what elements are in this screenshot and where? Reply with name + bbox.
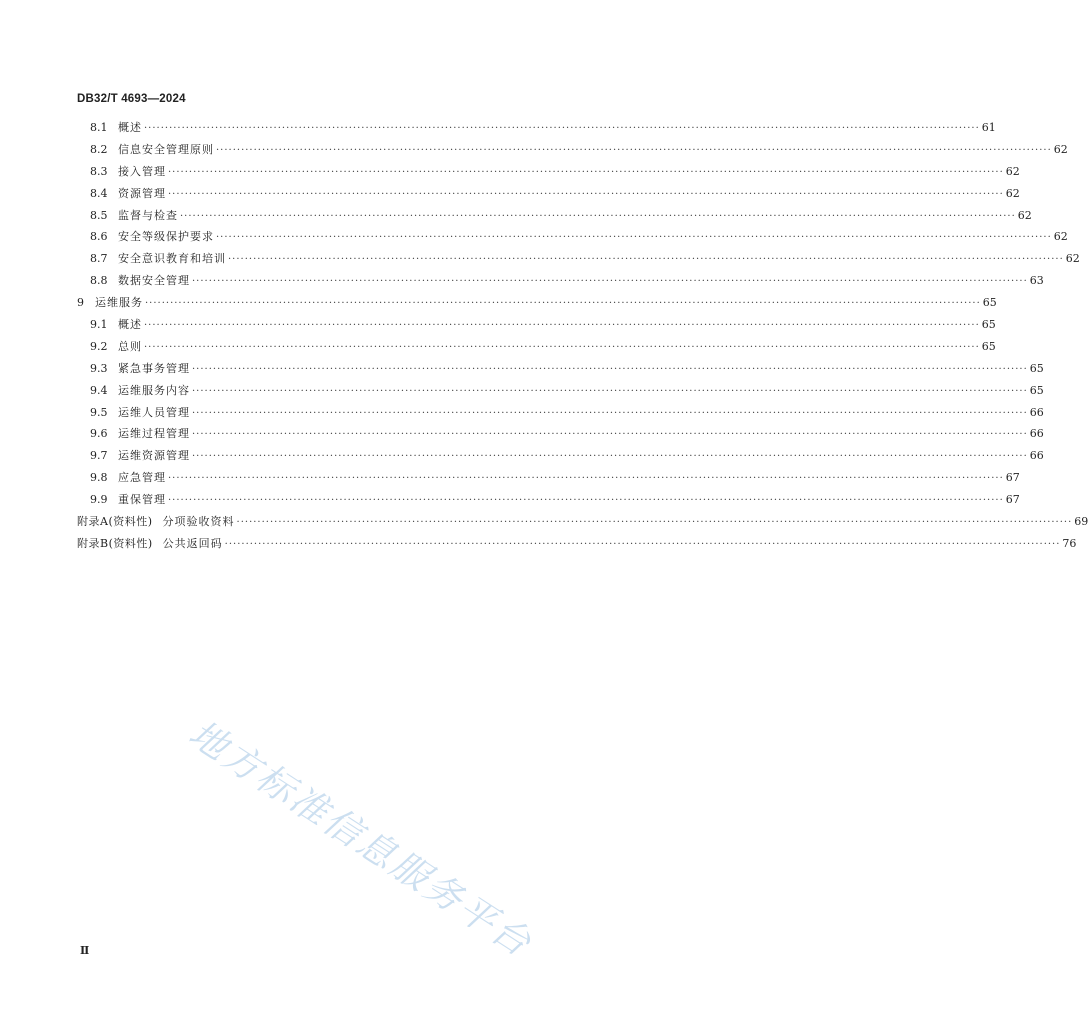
toc-entry-title: 运维人员管理 xyxy=(118,405,190,419)
toc-entry-number: 9.2 xyxy=(90,339,108,353)
toc-entry-title: 分项验收资料 xyxy=(162,515,235,529)
toc-entry-title: 信息安全管理原则 xyxy=(118,142,214,156)
toc-entry-title: 总则 xyxy=(118,339,142,353)
toc-entry-page: 65 xyxy=(981,318,996,332)
toc-entry-title: 运维服务 xyxy=(95,296,143,310)
toc-entry-number: 附录B(资料性) xyxy=(77,536,153,550)
toc-entry-page: 65 xyxy=(982,296,997,310)
toc-entry-title: 数据安全管理 xyxy=(118,274,190,288)
toc-leader-dots: ········································································································································································································ xyxy=(144,341,980,353)
toc-entry-page: 62 xyxy=(1053,230,1068,244)
toc-leader-dots: ········································································································································································································ xyxy=(192,429,1028,441)
toc-entry[interactable] xyxy=(77,139,1068,161)
document-id-header: DB32/T 4693—2024 xyxy=(77,93,186,105)
toc-entry[interactable] xyxy=(77,489,1020,511)
toc-leader-dots: ········································································································································································································ xyxy=(145,298,981,310)
toc-entry-title: 安全意识教育和培训 xyxy=(118,252,226,266)
toc-entry-number: 8.2 xyxy=(90,142,108,156)
toc-entry-number: 8.7 xyxy=(90,252,108,266)
toc-entry-number: 9.7 xyxy=(90,449,108,463)
toc-entry[interactable] xyxy=(77,183,1020,205)
toc-entry-page: 66 xyxy=(1029,405,1044,419)
toc-entry-page: 66 xyxy=(1029,449,1044,463)
toc-entry-title: 运维服务内容 xyxy=(118,383,190,397)
toc-entry-title: 公共返回码 xyxy=(162,536,223,550)
toc-entry-title: 资源管理 xyxy=(118,186,166,200)
toc-leader-dots: ········································································································································································································ xyxy=(192,407,1028,419)
toc-leader-dots: ········································································································································································································ xyxy=(168,473,1004,485)
toc-entry-page: 69 xyxy=(1074,515,1088,529)
page-number: Ⅱ xyxy=(80,944,90,957)
toc-entry-title: 接入管理 xyxy=(118,164,166,178)
toc-entry-number: 8.1 xyxy=(90,121,108,134)
toc-leader-dots: ········································································································································································································ xyxy=(168,166,1004,178)
toc-entry-page: 62 xyxy=(1005,186,1020,200)
toc-entry-number: 9 xyxy=(77,296,84,310)
toc-entry[interactable] xyxy=(77,292,997,314)
toc-entry-title: 应急管理 xyxy=(118,471,166,485)
toc-entry-page: 63 xyxy=(1029,274,1044,288)
toc-entry-number: 8.8 xyxy=(90,274,108,288)
toc-entry-number: 9.4 xyxy=(90,383,108,397)
toc-entry-title: 运维过程管理 xyxy=(118,427,190,441)
toc-leader-dots: ········································································································································································································ xyxy=(180,210,1016,222)
toc-entry-page: 65 xyxy=(1029,383,1044,397)
toc-entry-title: 重保管理 xyxy=(118,493,166,507)
toc-entry-page: 66 xyxy=(1029,427,1044,441)
toc-entry[interactable] xyxy=(77,270,1044,292)
toc-entry-number: 附录A(资料性) xyxy=(77,515,153,529)
toc-leader-dots: ········································································································································································································ xyxy=(168,495,1004,507)
toc-leader-dots: ········································································································································································································ xyxy=(228,254,1064,266)
toc-entry-page: 65 xyxy=(1029,361,1044,375)
toc-entry-page: 76 xyxy=(1062,536,1077,550)
toc-entry[interactable] xyxy=(77,336,996,358)
toc-entry-number: 9.3 xyxy=(90,361,108,375)
toc-entry[interactable] xyxy=(77,511,1088,533)
toc-entry[interactable] xyxy=(77,161,1020,183)
toc-leader-dots: ········································································································································································································ xyxy=(192,451,1028,463)
toc-leader-dots: ········································································································································································································ xyxy=(216,144,1052,156)
toc-entry-title: 监督与检查 xyxy=(118,208,178,222)
toc-entry-number: 8.3 xyxy=(90,164,108,178)
toc-entry[interactable] xyxy=(77,205,1032,227)
toc-entry[interactable] xyxy=(77,314,996,336)
toc-entry-number: 8.5 xyxy=(90,208,108,222)
toc-entry-number: 9.6 xyxy=(90,427,108,441)
toc-entry-page: 62 xyxy=(1065,252,1080,266)
toc-leader-dots: ········································································································································································································ xyxy=(192,363,1028,375)
toc-entry-title: 安全等级保护要求 xyxy=(118,230,214,244)
toc-leader-dots: ········································································································································································································ xyxy=(192,276,1028,288)
toc-entry-number: 9.8 xyxy=(90,471,108,485)
toc-entry[interactable] xyxy=(77,380,1044,402)
toc-entry-page: 62 xyxy=(1017,208,1032,222)
toc-entry[interactable] xyxy=(77,423,1044,445)
toc-entry-number: 8.4 xyxy=(90,186,108,200)
toc-entry-page: 62 xyxy=(1053,142,1068,156)
toc-entry[interactable] xyxy=(77,402,1044,424)
toc-entry-title: 概述 xyxy=(118,318,142,332)
toc-leader-dots: ········································································································································································································ xyxy=(144,123,980,134)
toc-leader-dots: ········································································································································································································ xyxy=(216,232,1052,244)
toc-leader-dots: ········································································································································································································ xyxy=(224,538,1061,550)
toc-leader-dots: ········································································································································································································ xyxy=(168,188,1004,200)
toc-entry-number: 9.5 xyxy=(90,405,108,419)
toc-leader-dots: ········································································································································································································ xyxy=(192,385,1028,397)
table-of-contents xyxy=(77,117,1088,555)
toc-entry[interactable] xyxy=(77,226,1068,248)
toc-leader-dots: ········································································································································································································ xyxy=(144,320,980,332)
watermark: 地方标准信息服务平台 xyxy=(181,711,541,966)
toc-entry-number: 9.1 xyxy=(90,318,108,332)
toc-entry[interactable] xyxy=(77,467,1020,489)
toc-entry-page: 61 xyxy=(981,121,996,134)
toc-entry[interactable] xyxy=(77,445,1044,467)
toc-entry-page: 65 xyxy=(981,339,996,353)
toc-entry-title: 紧急事务管理 xyxy=(118,361,190,375)
toc-entry-title: 运维资源管理 xyxy=(118,449,190,463)
toc-entry[interactable] xyxy=(77,248,1080,270)
toc-entry[interactable] xyxy=(77,358,1044,380)
toc-entry-page: 62 xyxy=(1005,164,1020,178)
toc-entry[interactable] xyxy=(77,117,996,139)
toc-entry-number: 9.9 xyxy=(90,493,108,507)
toc-entry-page: 67 xyxy=(1005,493,1020,507)
toc-entry[interactable] xyxy=(77,533,1077,555)
toc-entry-title: 概述 xyxy=(118,121,142,134)
toc-entry-number: 8.6 xyxy=(90,230,108,244)
toc-leader-dots: ········································································································································································································ xyxy=(236,517,1073,529)
toc-entry-page: 67 xyxy=(1005,471,1020,485)
